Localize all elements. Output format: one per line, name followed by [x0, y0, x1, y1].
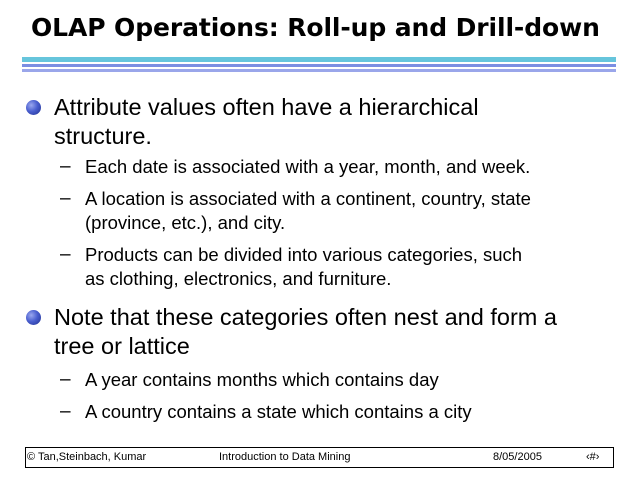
bullet-dot-icon: [26, 100, 41, 115]
dash-icon: –: [60, 188, 71, 209]
dash-icon: –: [60, 244, 71, 265]
sub-bullet-line: (province, etc.), and city.: [85, 212, 286, 233]
bullet-line: tree or lattice: [54, 333, 190, 359]
footer-course-title: Introduction to Data Mining: [219, 451, 351, 463]
sub-bullet-line: A location is associated with a continent, country, state: [85, 188, 531, 209]
title-rule-middle: [22, 64, 616, 67]
sub-bullet-line: Each date is associated with a year, month, and week.: [85, 156, 531, 177]
slide-title: OLAP Operations: Roll-up and Drill-down: [31, 13, 600, 42]
bullet-dot-icon: [26, 310, 41, 325]
sub-bullet-line: A country contains a state which contains a city: [85, 401, 472, 422]
footer-date: 8/05/2005: [493, 451, 542, 463]
bullet-line: Note that these categories often nest and form a: [54, 304, 557, 330]
title-rule-top: [22, 57, 616, 62]
bullet-line: structure.: [54, 123, 152, 149]
footer-authors: © Tan,Steinbach, Kumar: [27, 451, 147, 463]
footer-page-number: ‹#›: [586, 451, 600, 463]
sub-bullet-line: as clothing, electronics, and furniture.: [85, 268, 392, 289]
sub-bullet-line: A year contains months which contains day: [85, 369, 439, 390]
title-rule-bottom: [22, 69, 616, 72]
sub-bullet-line: Products can be divided into various categories, such: [85, 244, 523, 265]
slide-footer: [25, 447, 614, 468]
dash-icon: –: [60, 156, 71, 177]
bullet-line: Attribute values often have a hierarchical: [54, 94, 479, 120]
dash-icon: –: [60, 369, 71, 390]
dash-icon: –: [60, 401, 71, 422]
